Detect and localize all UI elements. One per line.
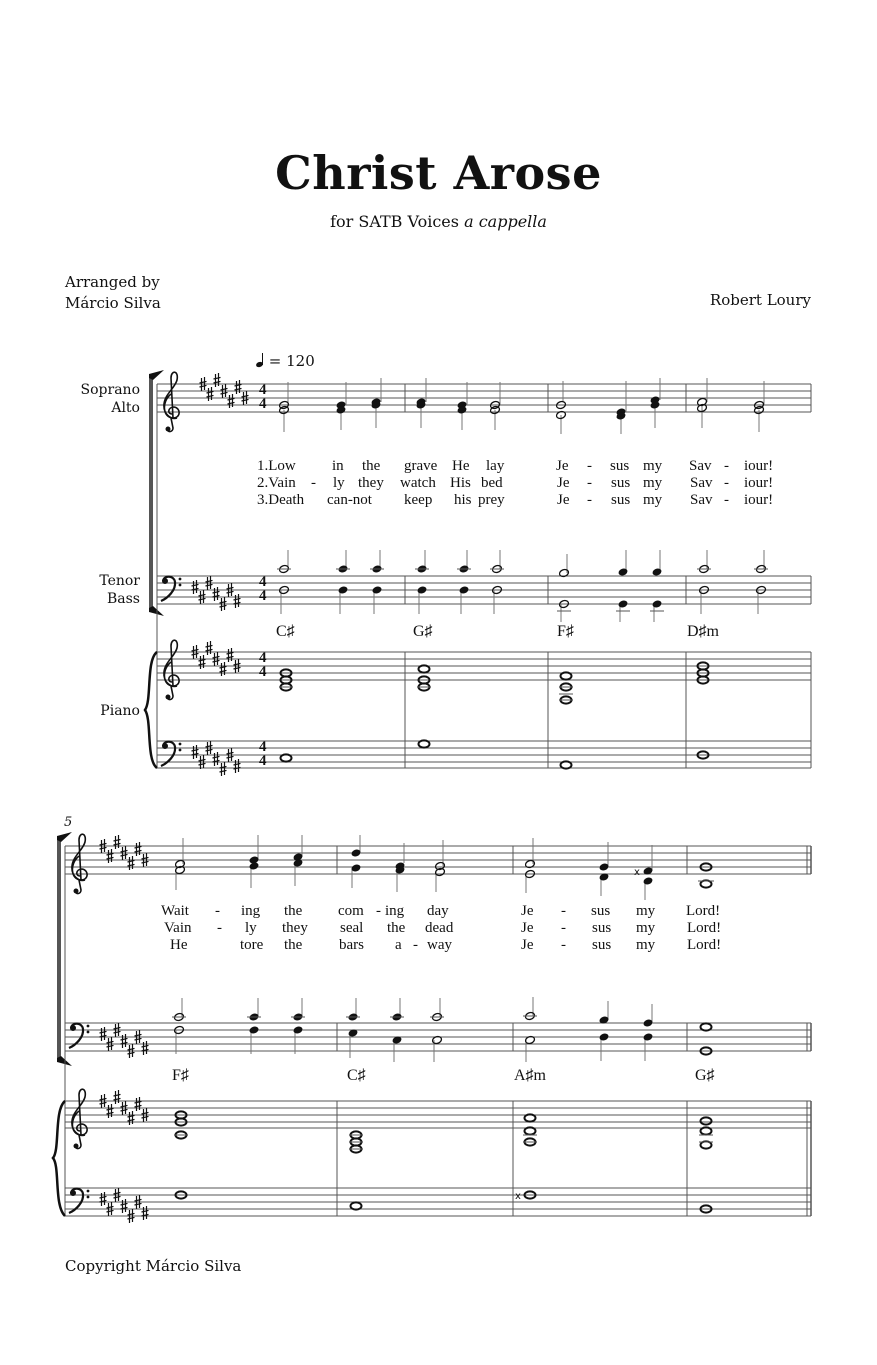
lyric-syllable: in <box>332 458 344 474</box>
lyric-syllable: seal <box>340 920 364 936</box>
lyric-syllable: - <box>215 903 220 919</box>
lyric-syllable: my <box>636 903 656 919</box>
lyric-syllable: day <box>427 903 449 919</box>
lyric-syllable: can-not <box>327 492 372 508</box>
label-soprano: Soprano <box>80 382 140 398</box>
lyric-syllable: ly <box>245 920 257 936</box>
lyric-syllable: iour! <box>744 475 774 491</box>
lyric-syllable: sus <box>611 475 631 491</box>
lyric-syllable: his <box>454 492 472 508</box>
lyric-syllable: Wait <box>161 903 189 919</box>
lyrics-system-1 <box>0 458 877 518</box>
lyric-syllable: dead <box>425 920 454 936</box>
lyric-syllable: grave <box>404 458 438 474</box>
composer-credit: Robert Loury <box>709 291 811 309</box>
lyric-syllable: - <box>561 937 566 953</box>
lyric-syllable: they <box>282 920 308 936</box>
lyric-syllable: - <box>561 903 566 919</box>
lyric-syllable: - <box>724 475 729 491</box>
arranger-name: Márcio Silva <box>65 294 161 312</box>
lyric-syllable: my <box>643 475 663 491</box>
lyric-syllable: - <box>561 920 566 936</box>
lyric-syllable: the <box>362 458 381 474</box>
lyric-syllable: - <box>587 475 592 491</box>
chord-symbol: F♯ <box>557 623 574 640</box>
lyric-syllable: He <box>170 937 188 953</box>
lyric-syllable: Je <box>557 475 570 491</box>
subtitle-prefix: for SATB Voices <box>330 212 465 231</box>
tempo-value: = 120 <box>268 352 315 370</box>
lyric-syllable: 3.Death <box>257 492 305 508</box>
lyric-syllable: bed <box>481 475 503 491</box>
lyric-syllable: they <box>358 475 384 491</box>
lyric-syllable: 2.Vain <box>257 475 296 491</box>
lyric-syllable: sus <box>592 937 612 953</box>
lyric-syllable: way <box>427 937 452 953</box>
measure-number: 5 <box>64 815 73 830</box>
lyric-syllable: lay <box>486 458 505 474</box>
lyric-syllable: iour! <box>744 458 774 474</box>
lyric-syllable: Je <box>557 492 570 508</box>
lyric-syllable: the <box>284 937 303 953</box>
lyric-syllable: Vain <box>164 920 192 936</box>
lyric-syllable: a <box>395 937 402 953</box>
lyric-syllable: - <box>217 920 222 936</box>
lyric-syllable: sus <box>610 458 630 474</box>
lyric-syllable: Sav <box>689 458 712 474</box>
lyric-syllable: sus <box>611 492 631 508</box>
lyrics-system-2 <box>0 903 877 963</box>
lyric-syllable: Je <box>521 937 534 953</box>
lyric-syllable: Lord! <box>687 920 722 936</box>
copyright-notice: Copyright Márcio Silva <box>65 1257 242 1275</box>
lyric-syllable: - <box>587 458 592 474</box>
lyric-syllable: Je <box>521 903 534 919</box>
lyric-syllable: ly <box>333 475 345 491</box>
score-engraving: 4 4 x x <box>0 0 877 1365</box>
lyric-syllable: Je <box>556 458 569 474</box>
lyric-syllable: - <box>724 492 729 508</box>
lyric-syllable: His <box>450 475 471 491</box>
lyric-syllable: Lord! <box>686 903 721 919</box>
lyric-syllable: He <box>452 458 470 474</box>
double-sharp-icon: x <box>634 867 640 878</box>
chord-symbol: C♯ <box>276 623 295 640</box>
system-1 <box>145 370 811 776</box>
lyric-syllable: - <box>376 903 381 919</box>
lyric-syllable: - <box>587 492 592 508</box>
lyric-syllable: Sav <box>690 475 713 491</box>
lyric-syllable: sus <box>592 920 612 936</box>
score-title: Christ Arose <box>275 146 602 200</box>
lyric-syllable: tore <box>240 937 264 953</box>
lyric-syllable: my <box>643 458 663 474</box>
lyric-syllable: the <box>284 903 303 919</box>
lyric-syllable: my <box>636 920 656 936</box>
lyric-syllable: keep <box>404 492 433 508</box>
lyric-syllable: Lord! <box>687 937 722 953</box>
chord-symbol: F♯ <box>172 1067 189 1084</box>
subtitle-italic: a cappella <box>464 212 547 231</box>
chord-symbol: G♯ <box>413 623 433 640</box>
lyric-syllable: prey <box>478 492 505 508</box>
lyric-syllable: ing <box>241 903 261 919</box>
chord-symbol: C♯ <box>347 1067 366 1084</box>
lyric-syllable: my <box>636 937 656 953</box>
chord-symbol: A♯m <box>514 1067 546 1084</box>
chord-symbol: D♯m <box>687 623 719 640</box>
label-bass: Bass <box>106 591 140 607</box>
lyric-syllable: - <box>311 475 316 491</box>
lyric-syllable: Sav <box>690 492 713 508</box>
lyric-syllable: 1.Low <box>257 458 296 474</box>
lyric-syllable: com <box>338 903 364 919</box>
label-tenor: Tenor <box>99 573 140 589</box>
lyric-syllable: watch <box>400 475 436 491</box>
label-alto: Alto <box>111 400 140 416</box>
label-piano: Piano <box>100 703 140 719</box>
double-sharp-icon: x <box>515 1191 521 1202</box>
chord-symbol: G♯ <box>695 1067 715 1084</box>
lyric-syllable: ing <box>385 903 405 919</box>
lyric-syllable: iour! <box>744 492 774 508</box>
lyric-syllable: my <box>643 492 663 508</box>
lyric-syllable: bars <box>339 937 364 953</box>
arranger-label: Arranged by <box>65 273 160 291</box>
lyric-syllable: - <box>413 937 418 953</box>
lyric-syllable: the <box>387 920 406 936</box>
system-2 <box>53 832 811 1223</box>
lyric-syllable: sus <box>591 903 611 919</box>
lyric-syllable: Je <box>521 920 534 936</box>
lyric-syllable: - <box>724 458 729 474</box>
